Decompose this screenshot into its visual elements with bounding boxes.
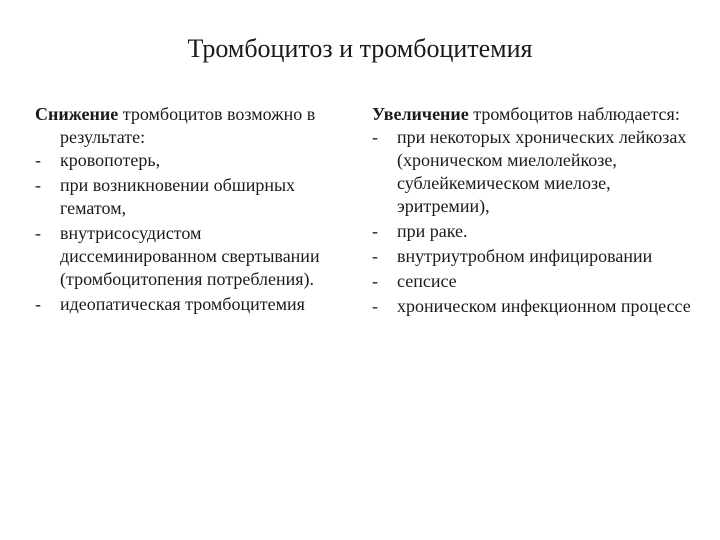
list-item-text: при раке.	[397, 221, 468, 241]
list-item	[372, 220, 707, 243]
list-item	[35, 293, 335, 316]
list-item-text: при возникновении обширных гематом,	[60, 175, 296, 218]
bullet-dash: -	[35, 223, 41, 243]
list-item-text: внутрисосудистом диссеминированном свертывании (тромбоцитопения потребления).	[60, 223, 320, 289]
right-lead-bold: Увеличение	[372, 104, 469, 124]
bullet-dash: -	[372, 246, 378, 266]
list-item-text: внутриутробном инфицировании	[397, 246, 653, 266]
left-lead-rest: тромбоцитов возможно в результате:	[60, 104, 316, 147]
list-item-text: при некоторых хронических лейкозах (хроническом миелолейкозе, сублейкемическом миелозе, эритремии),	[397, 127, 687, 216]
bullet-dash: -	[372, 221, 378, 241]
bullet-dash: -	[35, 150, 41, 170]
list-item	[35, 149, 335, 172]
slide-title: Тромбоцитоз и тромбоцитемия	[187, 34, 533, 63]
list-item-text: идеопатическая тромбоцитемия	[60, 294, 305, 314]
left-list	[35, 149, 335, 316]
list-item	[372, 126, 707, 218]
bullet-dash: -	[35, 294, 41, 314]
list-item	[372, 295, 707, 318]
left-column	[35, 103, 335, 318]
list-item-text: кровопотерь,	[60, 150, 161, 170]
right-list	[372, 126, 707, 318]
bullet-dash: -	[372, 296, 378, 316]
left-lead-bold: Снижение	[35, 104, 119, 124]
list-item	[35, 174, 335, 220]
list-item	[372, 270, 707, 293]
right-lead	[372, 103, 707, 126]
right-column	[372, 103, 707, 320]
list-item-text: хроническом инфекционном процессе	[397, 296, 691, 316]
list-item-text: сепсисе	[397, 271, 457, 291]
list-item	[35, 222, 335, 291]
bullet-dash: -	[372, 127, 378, 147]
right-lead-rest: тромбоцитов наблюдается:	[468, 104, 680, 124]
bullet-dash: -	[372, 271, 378, 291]
left-lead	[35, 103, 335, 149]
list-item	[372, 245, 707, 268]
bullet-dash: -	[35, 175, 41, 195]
